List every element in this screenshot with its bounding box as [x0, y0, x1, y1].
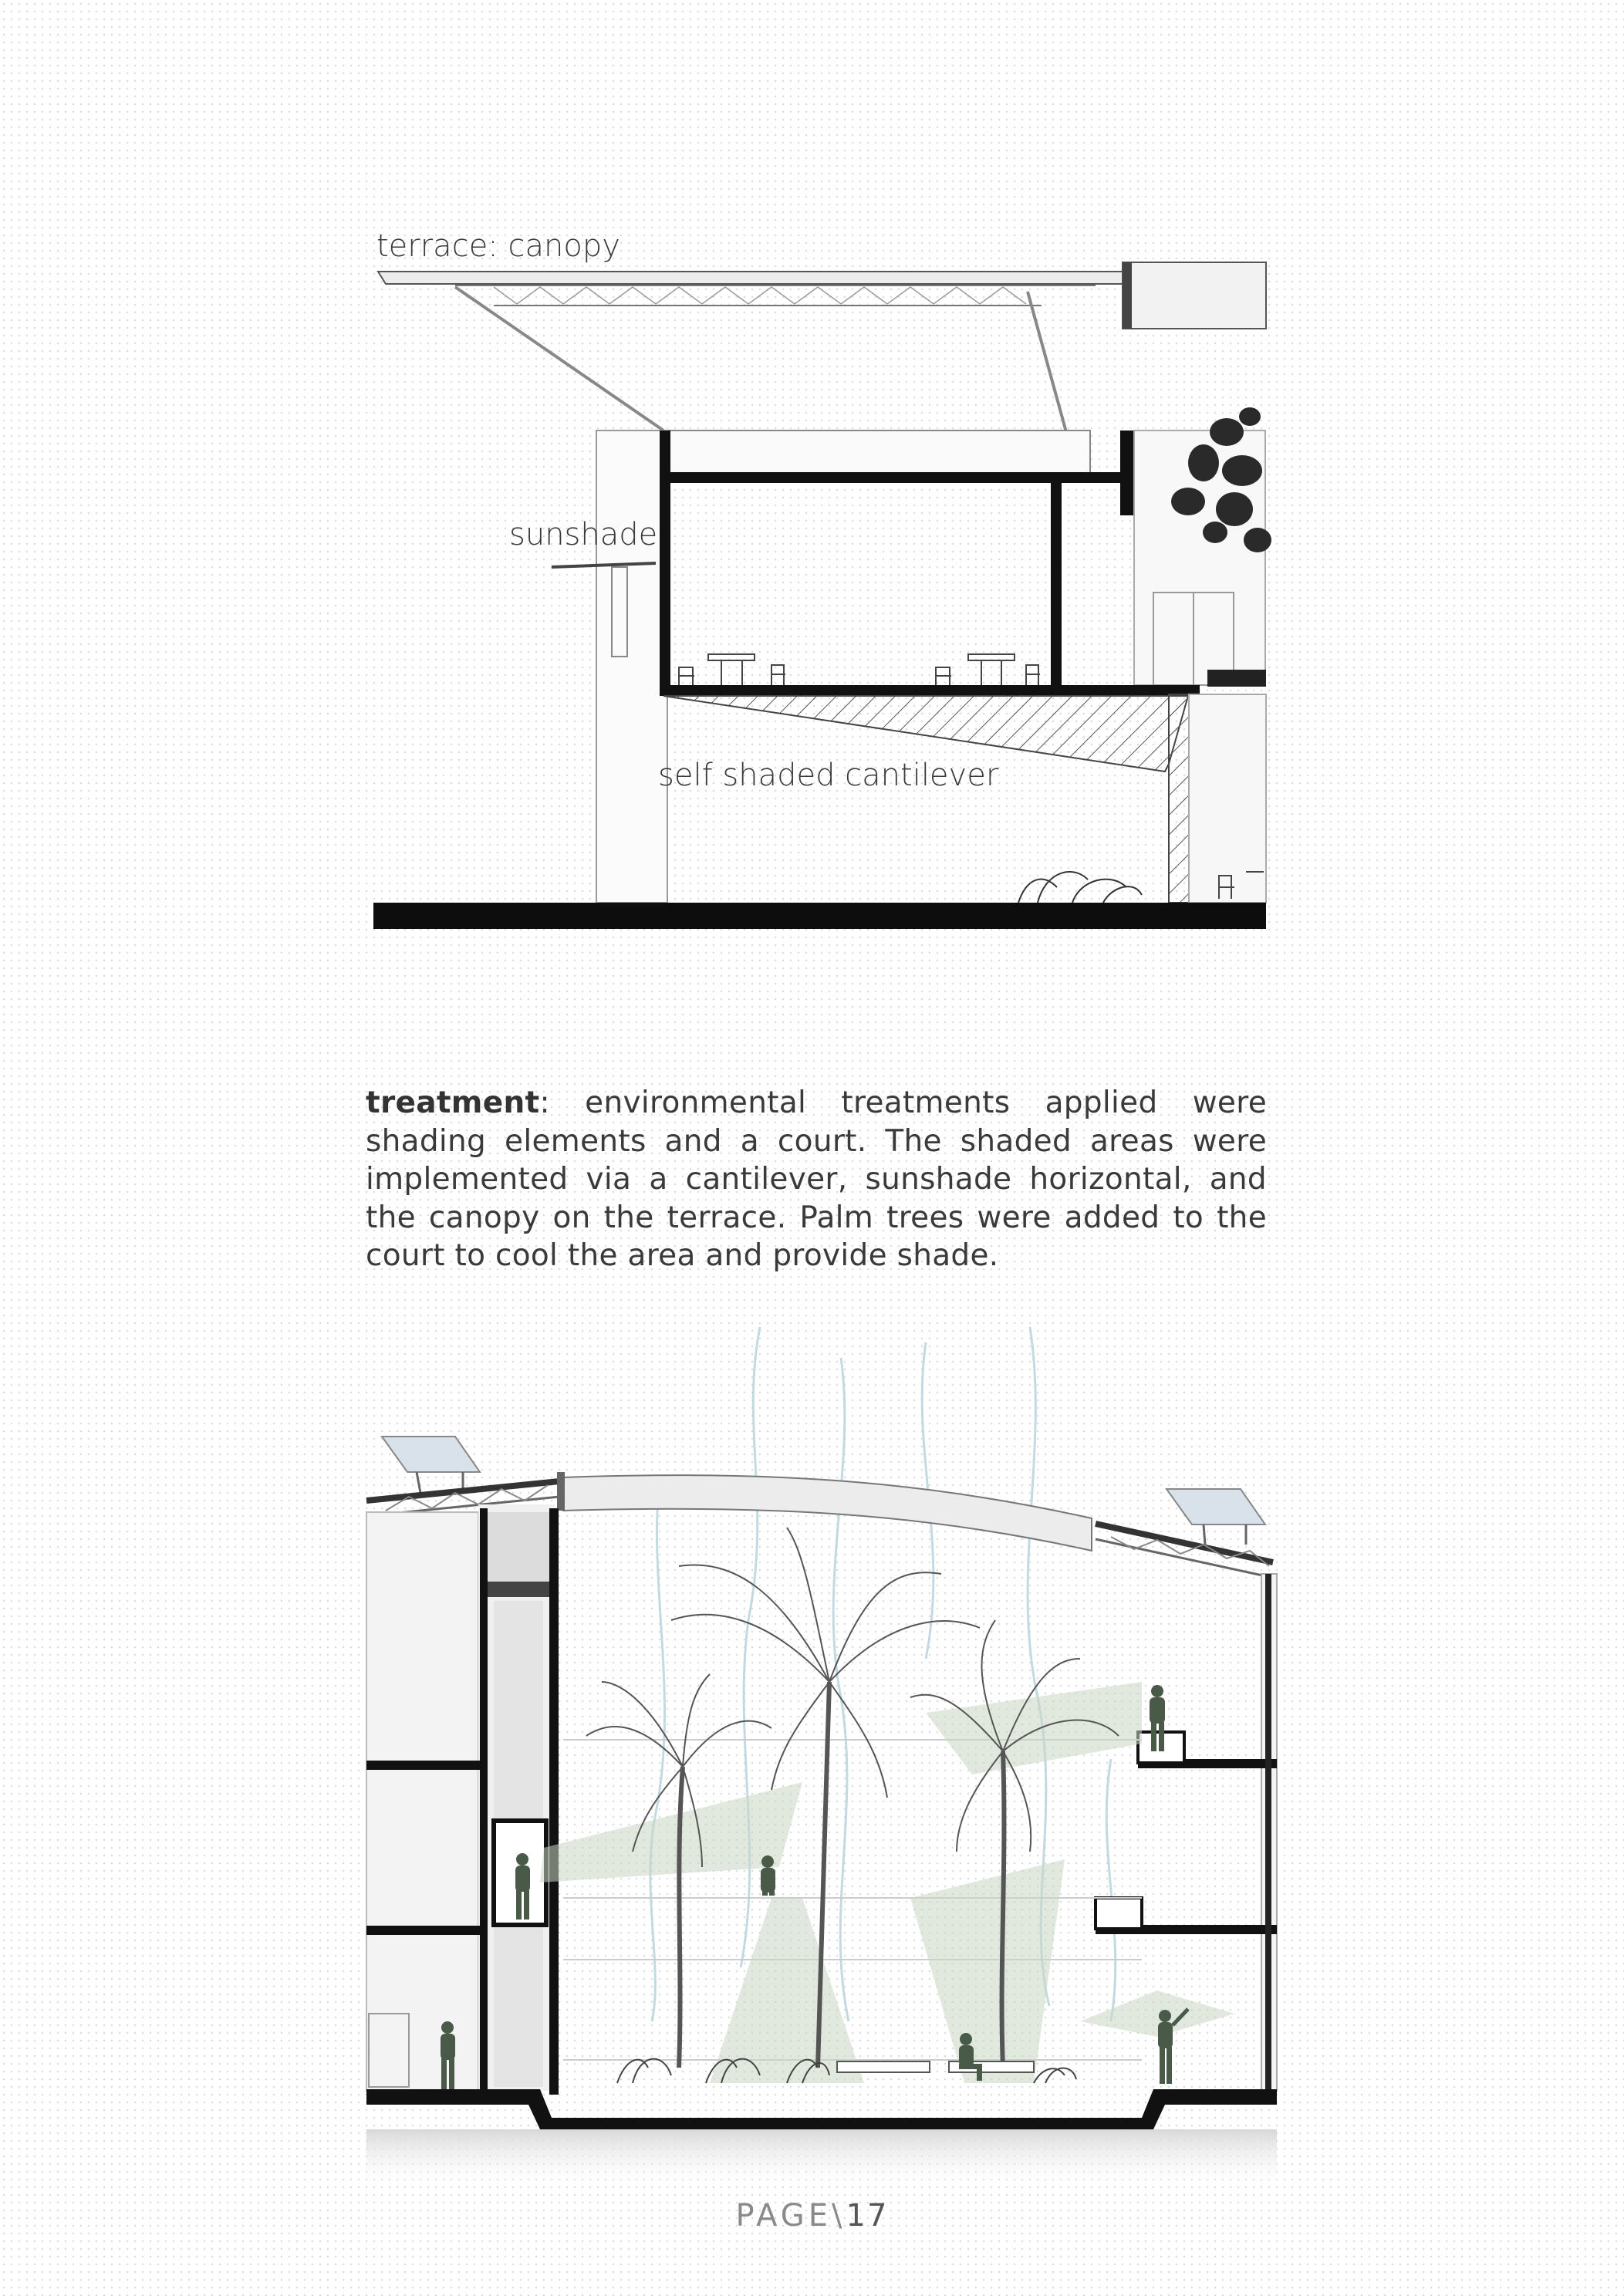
- solar-panel-left: [382, 1437, 480, 1493]
- page-separator: \: [832, 2198, 846, 2234]
- treatment-text: : environmental treatments applied were shading elements and a court. The shaded areas were implemented via a cantilever, sunshade horizontal, and the canopy on the terrace. Palm trees were added to the court to cool the area and provide shade.: [366, 1086, 1267, 1273]
- sunshade-label: sunshade: [509, 517, 658, 552]
- page-number-value: 17: [846, 2198, 889, 2234]
- solar-panel-right: [1167, 1489, 1265, 1545]
- figure-center: [761, 1855, 775, 1896]
- court-building: [366, 1504, 1277, 2191]
- canopy-label: terrace: canopy: [376, 228, 620, 264]
- page-number: [0, 2198, 1624, 2234]
- treatment-keyword: treatment: [366, 1086, 540, 1120]
- shade-cones: [540, 1682, 1234, 2083]
- page-label: PAGE: [735, 2198, 832, 2234]
- cantilever-label: self shaded cantilever: [658, 758, 999, 793]
